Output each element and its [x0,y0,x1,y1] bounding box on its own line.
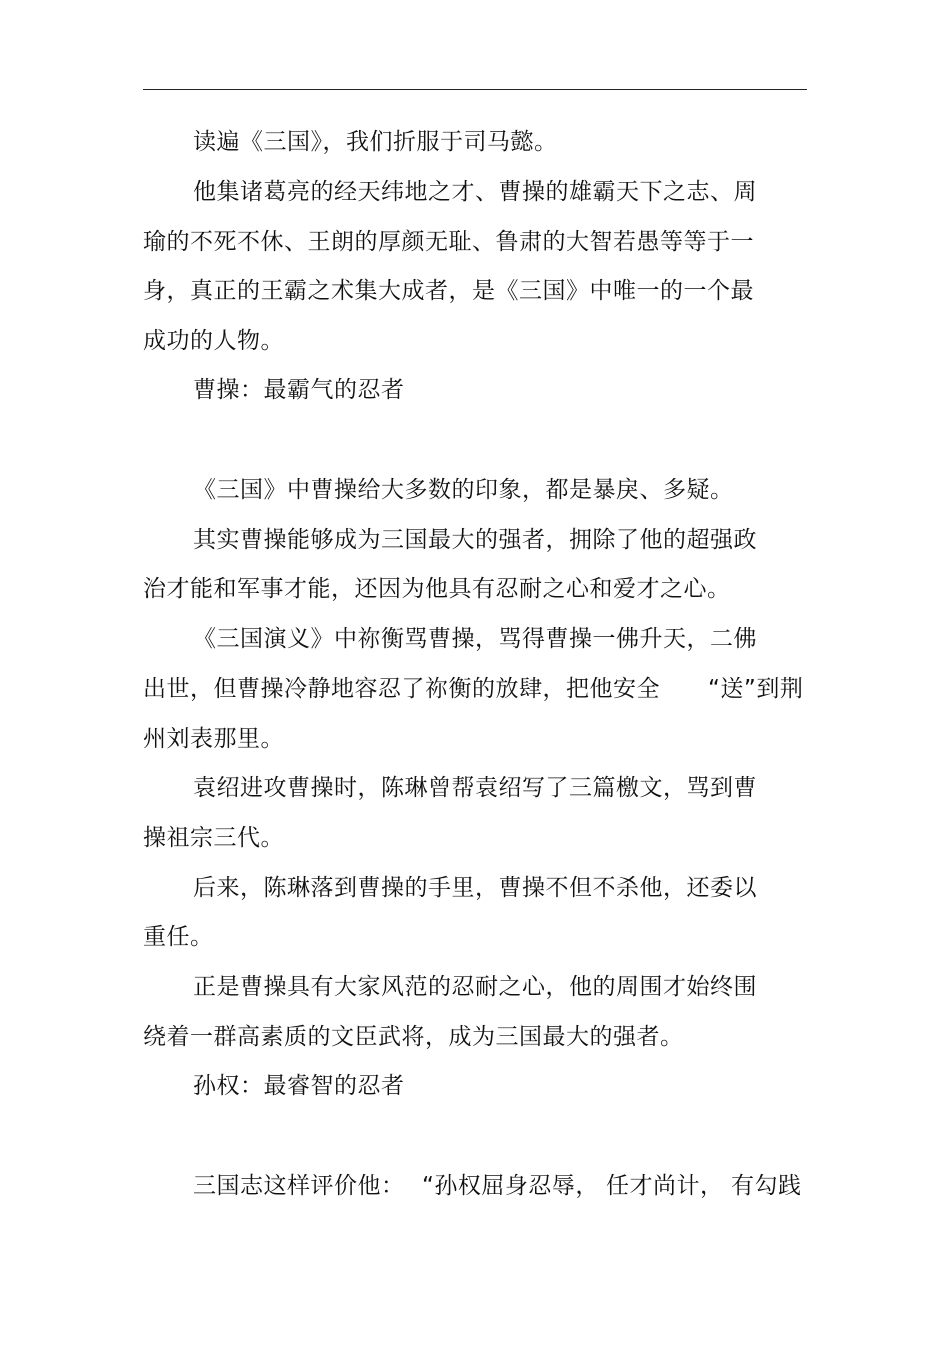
paragraph-caocao-strength-line-1: 其实曹操能够成为三国最大的强者，拥除了他的超强政 [193,527,757,553]
paragraph-sunquan-part-1: 三国志这样评价他： [193,1173,405,1199]
paragraph-caocao-strength-line-2: 治才能和军事才能，还因为他具有忍耐之心和爱才之心。 [143,576,731,602]
paragraph-miheng-line-2: 出世，但曹操冷静地容忍了祢衡的放肆，把他安全 [143,676,660,702]
header-rule [143,89,807,90]
paragraph-sunquan-part-3: 任才尚计， [606,1173,724,1199]
paragraph-miheng-line-2-end: “送”到荆 [708,676,804,702]
paragraph-simayi-line-2: 瑜的不死不休、王朗的厚颜无耻、鲁肃的大智若愚等等于一 [143,229,754,255]
paragraph-simayi-line-1: 他集诸葛亮的经天纬地之才、曹操的雄霸天下之志、周 [193,179,757,205]
paragraph-sunquan-part-4: 有勾践 [731,1173,802,1199]
paragraph-chenlin-line-1: 袁绍进攻曹操时，陈琳曾帮袁绍写了三篇檄文，骂到曹 [193,775,757,801]
paragraph-miheng-line-3: 州刘表那里。 [143,726,284,752]
section-heading-caocao: 曹操：最霸气的忍者 [193,377,405,403]
paragraph-caocao-impression: 《三国》中曹操给大多数的印象，都是暴戾、多疑。 [193,477,734,503]
paragraph-intro: 读遍《三国》，我们折服于司马懿。 [193,129,558,155]
paragraph-miheng-line-1: 《三国演义》中祢衡骂曹操，骂得曹操一佛升天，二佛 [193,626,757,652]
paragraph-caocao-patience-line-2: 绕着一群高素质的文臣武将，成为三国最大的强者。 [143,1024,684,1050]
paragraph-simayi-line-4: 成功的人物。 [143,328,284,354]
paragraph-simayi-line-3: 身，真正的王霸之术集大成者，是《三国》中唯一的一个最 [143,278,754,304]
paragraph-caocao-patience-line-1: 正是曹操具有大家风范的忍耐之心，他的周围才始终围 [193,974,757,1000]
paragraph-chenlin-later-line-2: 重任。 [143,924,214,950]
paragraph-chenlin-later-line-1: 后来，陈琳落到曹操的手里，曹操不但不杀他，还委以 [193,875,757,901]
section-heading-sunquan: 孙权：最睿智的忍者 [193,1073,405,1099]
paragraph-chenlin-line-2: 操祖宗三代。 [143,825,284,851]
paragraph-sunquan-part-2: “孙权屈身忍辱， [422,1173,599,1199]
